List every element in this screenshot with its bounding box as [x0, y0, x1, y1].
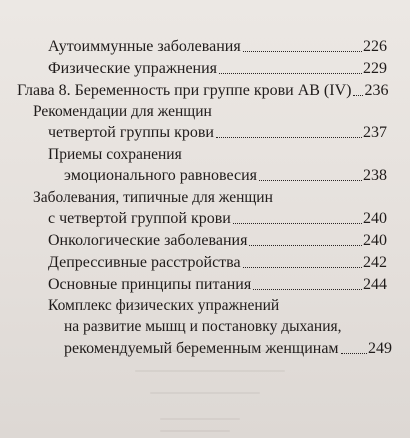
toc-page-number: 240 — [363, 210, 387, 227]
dot-leader — [219, 73, 362, 74]
dot-leader — [341, 353, 367, 354]
page-show-through — [0, 320, 410, 438]
toc-entry-oncology[interactable] — [48, 232, 387, 250]
dot-leader — [216, 137, 362, 138]
toc-entry-autoimmune[interactable] — [48, 38, 387, 56]
toc-entry-title: Онкологические заболевания — [48, 232, 248, 249]
toc-entry-title: четвертой группы крови — [48, 124, 214, 141]
dot-leader — [353, 95, 363, 96]
dot-leader — [243, 51, 362, 52]
dot-leader — [253, 289, 362, 290]
toc-page-number: 238 — [363, 167, 387, 184]
toc-page-number: 240 — [363, 232, 387, 249]
toc-entry-title: с четвертой группой крови — [48, 210, 231, 227]
toc-entry-recommendations-line1[interactable]: Рекомендации для женщин — [33, 103, 212, 120]
toc-page-number: 237 — [363, 124, 387, 141]
toc-entry-typical-diseases[interactable] — [48, 210, 387, 228]
toc-chapter-8[interactable] — [17, 82, 387, 100]
toc-entry-title: рекомендуемый беременным женщинам — [64, 340, 339, 357]
toc-entry-exercises-line2[interactable]: на развитие мышц и постановку дыхания, — [64, 318, 342, 335]
toc-entry-title: Физические упражнения — [48, 60, 218, 77]
toc-entry-exercises-line1[interactable]: Комплекс физических упражнений — [48, 297, 280, 314]
toc-entry-title: эмоционального равновесия — [64, 167, 257, 184]
toc-entry-title: Депрессивные расстройства — [48, 254, 241, 271]
toc-page-number: 229 — [363, 60, 387, 77]
toc-chapter-title: Глава 8. Беременность при группе крови AB (IV) — [17, 82, 352, 99]
dot-leader — [243, 267, 362, 268]
toc-entry-exercises[interactable] — [64, 340, 392, 358]
toc-entry-physical-exercises[interactable] — [48, 60, 387, 78]
dot-leader — [233, 223, 362, 224]
toc-entry-nutrition[interactable] — [48, 276, 387, 294]
toc-entry-depression[interactable] — [48, 254, 387, 272]
toc-page-number: 249 — [368, 340, 392, 357]
dot-leader — [259, 180, 362, 181]
toc-entry-emotional-balance[interactable] — [64, 167, 387, 185]
toc-page-number: 236 — [364, 82, 389, 99]
toc-entry-title: Аутоиммунные заболевания — [48, 38, 241, 55]
toc-entry-diseases-line1[interactable]: Заболевания, типичные для женщин — [33, 189, 273, 206]
dot-leader — [249, 245, 362, 246]
toc-page-number: 242 — [363, 254, 387, 271]
toc-entry-title: Основные принципы питания — [48, 276, 252, 293]
toc-entry-recommendations[interactable] — [48, 124, 387, 142]
toc-entry-emotional-line1[interactable]: Приемы сохранения — [48, 146, 182, 163]
toc-page-number: 244 — [363, 276, 387, 293]
toc-page-number: 226 — [363, 38, 387, 55]
